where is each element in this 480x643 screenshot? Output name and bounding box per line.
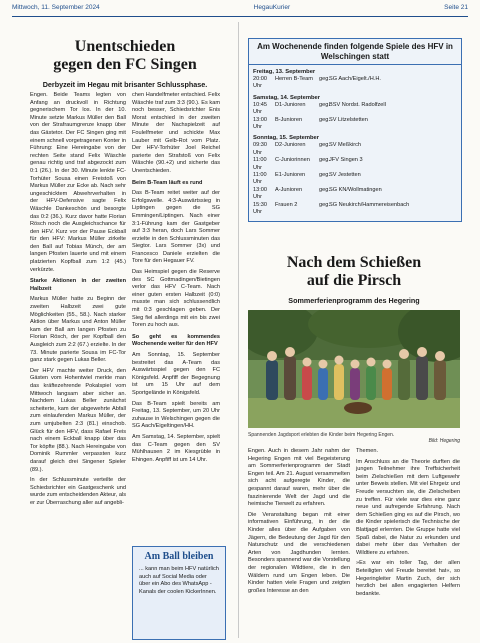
schedule-row [249,76,461,91]
left-article-title [30,38,220,74]
header-page-number: Seite 21 [444,4,468,11]
schedule-row [249,102,461,117]
paragraph: Themen. [356,448,379,454]
versus-label: geg. [319,186,330,193]
schedule-row [249,117,461,132]
paragraph: Das Heimspiel gegen die Reserve des SC Gottmadingen/Bietingen verlor das HFV C-Team. Nach einer guten ersten Halbzeit (0:0) musste man sich schlussendlich mit 0:3 geschlagen geben. Der Sieg fiel allerdings mit ein bis zwei Toren zu hoch aus. [132,269,220,329]
paragraph: Der HFV machte weiter Druck, den Gästen vom Hohentwiel merkte man das kräftezehrende Pokalspiel vom Mittwoch langsam aber sicher an. Nachdem Lukas Beller zunächst scheiterte, kam der abgewehrte Abfall zum einlaufenden Markus Müller, der zum umjubelten 2:3 (81.) einschob. Glück für den HFV, dass Rafael Freis nach einem Eckball knapp über das Tor köpfte (88.). Nach Hereingabe von Dominik Rummler verpassten kurz darauf gleich drei Singener Spieler (89.). [30,367,126,473]
versus-label: geg. [319,76,330,82]
header-rule [12,16,468,17]
schedule-row [249,157,461,172]
paragraph: Das B-Team reitet weiter auf der Erfolgswelle. 4:3-Auswärtssieg in Liptingen gegen die SG Emmingen/Liptingen. Nach einer 3:1-Führung kam der Gastgeber auf 3:3 heran, doch Lars Sommer erzielte in den Schlussminuten das Siegtor. Lars Sommer (3x) und Francesco Daniele erzielten die Tore für den Hegauer FV. [132,190,220,265]
match-time: 10:45 Uhr [253,101,267,116]
paragraph: Am Samstag, 14. September, spielt das C-Team gegen den SV Mühlhausen 2 im Kiesgrüble in Ehingen. Anpfiff ist um 14 Uhr. [132,433,220,463]
left-article-subtitle: Derbyzeit im Hegau mit brisanter Schlussphase. [42,80,208,89]
section-heading: So geht es kommendes Wochenende weiter für den HFV [132,333,220,348]
header-date: Mittwoch, 11. September 2024 [12,4,100,11]
schedule-day-label: Sonntag, 15. September [253,135,320,142]
match-time: 13:00 Uhr [253,186,267,201]
section-heading: Starke Aktionen in der zweiten Halbzeit [30,278,126,292]
schedule-day-label: Samstag, 14. September [253,94,321,101]
caption-text: Spannenden Jagdsport erlebten die Kinder beim Hegering Engen. [248,432,395,438]
home-team: D2-Junioren [275,142,306,149]
paragraph: Engen. Auch in diesem Jahr nahm der Hegering Engen mit viel Begeisterung am Sommerferienprogramm der Stadt Engen teil. Am 21. August versammelten sich acht aufgeregte Kinder, die gespannt darauf waren, mehr über die faszinierende Welt der Jagd und die heimische Tierwelt zu erfahren. [248,448,350,508]
schedule-row [249,187,461,202]
match-schedule-box [248,38,462,222]
info-box [132,546,226,640]
paragraph: Am Sonntag, 15. September bestreitet das A-Team das Auswärtsspiel gegen den FC Königsfeld. Anpfiff der Begegnung ist um 15 Uhr auf dem Sportgelände in Königsfeld. [132,352,220,396]
paragraph: Markus Müller hatte zu Beginn der zweiten Halbzeit zwei gute Möglichkeiten (55., 58.). Nach starker Aktion über Markus und Anton Müller kam der Ball am langen Pfosten zu Florian Rösch, der per Kopfball den Ausgleich zum 2:2 (67.) erzielte. In der 73. Minute parierte Sousa im FC-Tor ganz stark gegen Lukas Beller. [30,296,126,364]
photo-credit: Bild: Hegering [428,438,460,444]
versus-label: geg. [319,101,330,108]
match-time: 09:30 Uhr [253,142,267,156]
left-article-column-1 [30,92,126,510]
versus-label: geg. [319,142,330,149]
away-team: SV Litzelstetten [329,116,368,123]
group-photo [248,310,460,428]
info-box-title: Am Ball bleiben [144,551,214,562]
photo-caption [248,432,460,444]
left-title-line1: Unentschieden [74,38,176,55]
page-header [12,4,468,16]
group-photo-illustration [248,310,460,428]
home-team: D1-Junioren [275,101,306,108]
away-team: BSV Nordst. Radolfzell [329,101,386,108]
away-team: SG KN/Wollmatingen [329,186,382,193]
column-divider [238,22,239,638]
right-article-column-1 [248,448,350,598]
home-team: Frauen 2 [275,201,298,208]
home-team: B-Junioren [275,116,303,123]
away-team: SV Jestetten [329,172,361,179]
versus-label: geg. [319,116,330,123]
versus-label: geg. [319,172,330,179]
away-team: SG Aach/Eigelt./H.H. [329,76,381,82]
left-article-column-2 [132,92,220,467]
paragraph: Die Veranstaltung began mit einer informativen Einführung, in der die Kinder alles über die Aufgaben von Jägern, die Bedeutung der Jagd für den Naturschutz und die verschiedenen Arten von Jagdhunden lernten. Besonders spannend war die Vorstellung der regionalen Wildtiere, die in den Wäldern rund um Engen leben. Die Kinder hatten viele Fragen und zeigten großes Interesse an den [248,511,350,594]
paragraph: Das B-Team spielt bereits am Freitag, 13. September, um 20 Uhr zuhause in Welschingen gegen die SG Aach/Eigeltingen/HH. [132,400,220,430]
match-time: 20:00 Uhr [253,76,267,90]
match-time: 15:30 Uhr [253,201,267,216]
home-team: E1-Junioren [275,172,306,179]
right-article-column-2 [356,448,460,601]
home-team: Herren B-Team [275,76,313,82]
match-time: 11:00 Uhr [253,157,267,171]
versus-label: geg. [319,201,330,208]
schedule-row [249,172,461,187]
right-article-subtitle: Sommerferienprogramm des Hegering [288,296,420,305]
paragraph: chen Handelfmeter entschied. Felix Wäschle traf zum 3:3 (90.). Es kam noch besser, Schiedsrichter Enis Morat entschied in der zweiten Minute der Nachspielzeit auf Foulelfmeter und schickte Max Lauber mit Gelb-Rot vom Platz. Der HFV-Torhüter Joel Reichel parierte den Strafstoß von Felix Wäschle (90.+2) und sicherte das Unentschieden. [132,92,220,174]
away-team: SG Neukirch/Hammereisenbach [329,201,410,208]
schedule-title: Am Wochenende finden folgende Spiele des HFV in Welschingen statt [249,39,461,65]
versus-label: geg. [319,157,330,164]
match-time: 11:00 Uhr [253,172,267,186]
header-publication: HegauKurier [253,4,291,11]
right-title-line1: Nach dem Schießen [286,254,422,271]
paragraph: »Es war ein toller Tag, der allen Beteiligten viel Freude bereitet hat«, so Hegeringleiter Martin Zuch, der sich herzlich bei allen engagierten Helfern bedankte. [356,560,460,597]
schedule-row [249,202,461,217]
right-title-line2: auf die Pirsch [306,272,402,289]
paragraph: In der Schlussminute verteilte der Schiedsrichter ein Gastgeschenk und wurde zum entscheidenden Akteur, als er zur Überraschung aller auf angebli- [30,477,126,506]
match-time: 13:00 Uhr [253,116,267,131]
section-heading: Beim B-Team läuft es rund [132,179,203,186]
left-title-line2: gegen den FC Singen [53,56,197,73]
home-team: A-Junioren [275,186,303,193]
home-team: C-Juniorinnen [275,157,310,164]
paragraph: Im Anschluss an die Theorie durften die jungen Teilnehmer ihre Treffsicherheit beim Zielschießen mit dem Luftgewehr unter Beweis stellen. Mit viel Ehrgeiz und Freude versuchten sie, die Zielscheiben zu treffen. Für viele war dies eine ganz neue und aufregende Erfahrung. Nach dem Schießen ging es auf die Pirsch, wo die Kinder spielerisch die Technische der Blattjagd erlernten. Die Gruppe hatte viel Spaß dabei, die Natur zu erkunden und dabei mehr über das Verhalten der Wildtiere zu erfahren. [356,458,460,556]
away-team: SV Meßkirch [329,142,362,149]
right-article-title [248,254,460,290]
schedule-row [249,142,461,157]
away-team: JFV Singen 3 [329,157,363,164]
schedule-day-label: Freitag, 13. September [253,69,316,75]
paragraph: Engen. Beide Teams legten von Anfang an druckvoll in Richtung gegnerischem Tor los. In der 10. Minute setzte Markus Müller den Ball von der Strafraumgrenze knapp über das Gästetor. Der FC Singen ging mit einem schnell vorgetragenen Konter in Führung: Eine Hereingabe von der rechten Seite stand Felix Wäschle genau richtig und traf abgezockt zum 0:1 (26.). In der 30. Minute lenkte FC-Torhüter Sousa einen Freistoß von Markus Müller zur Ecke ab. Nach sehr ungeschicktem Abwehrverhalten in der HFV-Defensive sagte Felix Wäschle Dankeschön und besorgte das 0:2 (36.). Kurz davor hatte Florian Rösch noch die Ausgleichschance für den HFV. Kurz vor der Pause Eckball für den HFV: Markus Müller zirkelte den Ball auf Tobias Münch, der am langen Pfosten lauerte und mit einem platzierten Kopfball zum 1:2 (45.) verkürzte. [30,92,126,273]
info-box-text: ... kann man beim HFV natürlich auch auf Social Media oder über ein Abo des WhatsApp - Kanals der coolen KickerInnen. [139,566,219,595]
